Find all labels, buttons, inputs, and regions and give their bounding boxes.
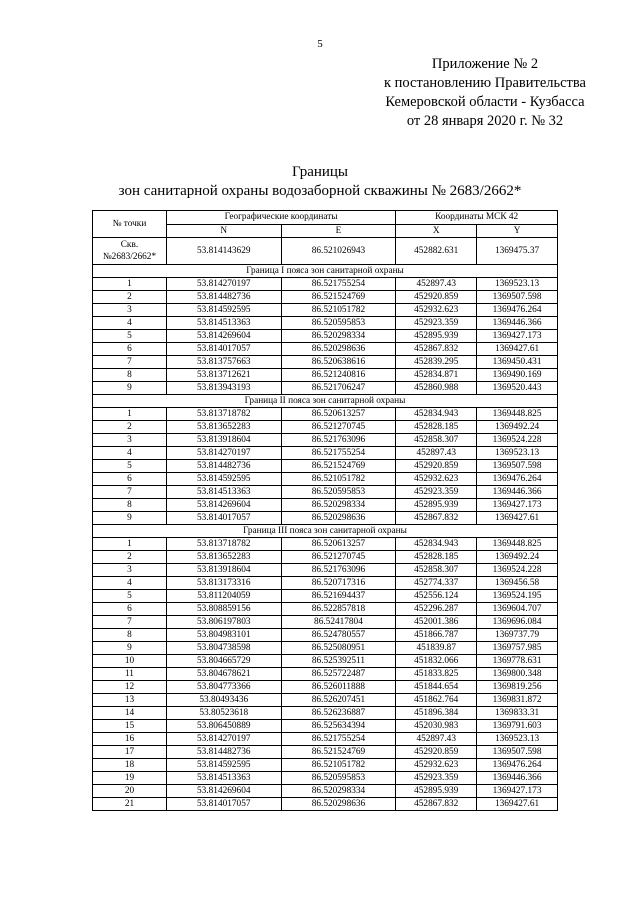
coord-x: 452828.185 <box>396 551 477 564</box>
coord-x: 451844.654 <box>396 681 477 694</box>
coord-y: 1369446.366 <box>477 772 558 785</box>
point-number: 5 <box>93 460 167 473</box>
coord-e: 86.526236887 <box>281 707 396 720</box>
point-number: 11 <box>93 668 167 681</box>
coord-x: 452932.623 <box>396 759 477 772</box>
coord-e: 86.520298636 <box>281 343 396 356</box>
table-row <box>93 668 558 681</box>
coord-n: 53.814513363 <box>166 486 281 499</box>
coord-x: 452920.859 <box>396 746 477 759</box>
coord-y: 1369778.631 <box>477 655 558 668</box>
table-row <box>93 564 558 577</box>
appendix-line-1: Приложение № 2 <box>431 56 539 72</box>
coord-x: 452923.359 <box>396 486 477 499</box>
coord-e: 86.521524769 <box>281 746 396 759</box>
coord-y: 1369819.256 <box>477 681 558 694</box>
coord-e: 86.521755254 <box>281 733 396 746</box>
coord-n: 53.814513363 <box>166 317 281 330</box>
coord-x: 452920.859 <box>396 291 477 304</box>
point-number: 3 <box>93 304 167 317</box>
table-row <box>93 317 558 330</box>
coord-n: 53.811204059 <box>166 590 281 603</box>
coord-y: 1369427.173 <box>477 499 558 512</box>
coord-e: 86.525080951 <box>281 642 396 655</box>
coord-e: 86.521270745 <box>281 551 396 564</box>
coord-x: 452895.939 <box>396 330 477 343</box>
table-row <box>93 460 558 473</box>
coord-y: 1369507.598 <box>477 746 558 759</box>
table-row <box>93 642 558 655</box>
point-number: 5 <box>93 330 167 343</box>
coord-x: 452828.185 <box>396 421 477 434</box>
table-row <box>93 291 558 304</box>
table-row <box>93 447 558 460</box>
header-e: E <box>281 225 396 238</box>
point-number: 4 <box>93 447 167 460</box>
well-label <box>93 238 167 265</box>
coord-y: 1369791.603 <box>477 720 558 733</box>
table-row <box>93 421 558 434</box>
coord-e: 86.520298334 <box>281 330 396 343</box>
point-number: 19 <box>93 772 167 785</box>
coord-x: 452296.287 <box>396 603 477 616</box>
coord-y: 1369476.264 <box>477 473 558 486</box>
header-msk42-coords: Координаты МСК 42 <box>396 211 558 225</box>
coord-x: 452895.939 <box>396 499 477 512</box>
coord-n: 53.814592595 <box>166 473 281 486</box>
title-line-1: Границы <box>291 164 349 180</box>
coord-y: 1369448.825 <box>477 408 558 421</box>
coord-x: 451839.87 <box>396 642 477 655</box>
table-row <box>93 694 558 707</box>
table-row <box>93 798 558 811</box>
point-number: 1 <box>93 408 167 421</box>
table-row <box>93 538 558 551</box>
table-row <box>93 590 558 603</box>
header-x: X <box>396 225 477 238</box>
well-label-line-1: Скв. <box>120 240 139 250</box>
coordinates-table <box>92 210 558 811</box>
coord-y: 1369450.431 <box>477 356 558 369</box>
table-row <box>93 434 558 447</box>
coord-n: 53.813918604 <box>166 564 281 577</box>
header-n: N <box>166 225 281 238</box>
coord-x: 452774.337 <box>396 577 477 590</box>
table-row <box>93 720 558 733</box>
coord-y: 1369507.598 <box>477 291 558 304</box>
point-number: 20 <box>93 785 167 798</box>
coord-n: 53.813718782 <box>166 538 281 551</box>
coord-n: 53.804738598 <box>166 642 281 655</box>
header-y: Y <box>477 225 558 238</box>
table-row <box>93 759 558 772</box>
coord-e: 86.520298334 <box>281 785 396 798</box>
coord-y: 1369490.169 <box>477 369 558 382</box>
coord-y: 1369476.264 <box>477 304 558 317</box>
coord-n: 53.814592595 <box>166 759 281 772</box>
coord-e: 86.520595853 <box>281 486 396 499</box>
coord-n: 53.806197803 <box>166 616 281 629</box>
table-row <box>93 512 558 525</box>
coord-x: 452001.386 <box>396 616 477 629</box>
point-number: 17 <box>93 746 167 759</box>
coord-e: 86.52417804 <box>281 616 396 629</box>
point-number: 2 <box>93 291 167 304</box>
point-number: 8 <box>93 499 167 512</box>
coord-y: 1369492.24 <box>477 551 558 564</box>
point-number: 6 <box>93 473 167 486</box>
well-row <box>93 238 558 265</box>
coord-e: 86.521240816 <box>281 369 396 382</box>
coord-x: 452923.359 <box>396 317 477 330</box>
coord-y: 1369523.13 <box>477 447 558 460</box>
coord-x: 452920.859 <box>396 460 477 473</box>
coord-n: 53.814269604 <box>166 330 281 343</box>
coord-n: 53.814482736 <box>166 746 281 759</box>
coord-x: 452556.124 <box>396 590 477 603</box>
point-number: 9 <box>93 382 167 395</box>
coord-x: 451896.384 <box>396 707 477 720</box>
coord-e: 86.520638616 <box>281 356 396 369</box>
coord-x: 452897.43 <box>396 733 477 746</box>
point-number: 2 <box>93 421 167 434</box>
point-number: 7 <box>93 356 167 369</box>
coord-y: 1369604.707 <box>477 603 558 616</box>
coord-n: 53.814513363 <box>166 772 281 785</box>
point-number: 8 <box>93 629 167 642</box>
coord-y: 1369831.872 <box>477 694 558 707</box>
point-number: 16 <box>93 733 167 746</box>
coord-n: 53.806450889 <box>166 720 281 733</box>
table-row <box>93 772 558 785</box>
coord-y: 1369800.348 <box>477 668 558 681</box>
table-body <box>93 238 558 811</box>
coord-n: 53.804983101 <box>166 629 281 642</box>
coord-y: 1369696.084 <box>477 616 558 629</box>
table-row <box>93 577 558 590</box>
coord-n: 53.814017057 <box>166 798 281 811</box>
coord-x: 452897.43 <box>396 447 477 460</box>
coord-n: 53.814270197 <box>166 278 281 291</box>
point-number: 21 <box>93 798 167 811</box>
table-row <box>93 330 558 343</box>
point-number: 7 <box>93 486 167 499</box>
coord-y: 1369524.228 <box>477 434 558 447</box>
coord-n: 53.813712621 <box>166 369 281 382</box>
coord-x: 452932.623 <box>396 473 477 486</box>
coord-n: 53.813757663 <box>166 356 281 369</box>
coord-e: 86.521763096 <box>281 434 396 447</box>
table-row <box>93 603 558 616</box>
coord-e: 86.521524769 <box>281 460 396 473</box>
coord-e: 86.526011888 <box>281 681 396 694</box>
point-number: 9 <box>93 512 167 525</box>
point-number: 8 <box>93 369 167 382</box>
coord-e: 86.521755254 <box>281 278 396 291</box>
point-number: 10 <box>93 655 167 668</box>
point-number: 13 <box>93 694 167 707</box>
coord-x: 452834.943 <box>396 538 477 551</box>
coord-e: 86.521694437 <box>281 590 396 603</box>
coord-y: 1369757.985 <box>477 642 558 655</box>
table-row <box>93 304 558 317</box>
point-number: 4 <box>93 577 167 590</box>
coord-e: 86.521051782 <box>281 304 396 317</box>
coord-x: 452867.832 <box>396 343 477 356</box>
coord-x: 451862.764 <box>396 694 477 707</box>
coord-x: 451833.825 <box>396 668 477 681</box>
coord-e: 86.520298636 <box>281 798 396 811</box>
coord-e: 86.521051782 <box>281 759 396 772</box>
header-point-number: № точки <box>93 211 167 238</box>
zone-title: Граница II пояса зон санитарной охраны <box>93 395 558 408</box>
zone-title: Граница I пояса зон санитарной охраны <box>93 265 558 278</box>
coord-e: 86.521051782 <box>281 473 396 486</box>
coord-y: 1369520.443 <box>477 382 558 395</box>
coord-y: 1369492.24 <box>477 421 558 434</box>
coord-x: 452839.295 <box>396 356 477 369</box>
appendix-line-2: к постановлению Правительства <box>384 75 586 91</box>
point-number: 18 <box>93 759 167 772</box>
table-row <box>93 785 558 798</box>
coord-x: 452895.939 <box>396 785 477 798</box>
coord-n: 53.814592595 <box>166 304 281 317</box>
table-row <box>93 369 558 382</box>
table-row <box>93 616 558 629</box>
coord-y: 1369523.13 <box>477 278 558 291</box>
table-row <box>93 278 558 291</box>
coord-x: 451832.066 <box>396 655 477 668</box>
coord-e: 86.521706247 <box>281 382 396 395</box>
coord-e: 86.525392511 <box>281 655 396 668</box>
appendix-line-3: Кемеровской области - Кузбасса <box>385 94 585 110</box>
coord-n: 53.804678621 <box>166 668 281 681</box>
coord-x: 452834.943 <box>396 408 477 421</box>
zone-title: Граница III пояса зон санитарной охраны <box>93 525 558 538</box>
table-row <box>93 473 558 486</box>
coord-y: 1369427.173 <box>477 785 558 798</box>
coord-n: 53.814017057 <box>166 512 281 525</box>
coord-y: 1369524.228 <box>477 564 558 577</box>
point-number: 6 <box>93 343 167 356</box>
point-number: 3 <box>93 564 167 577</box>
table-row <box>93 746 558 759</box>
coord-y: 1369476.264 <box>477 759 558 772</box>
appendix-header <box>340 55 630 131</box>
coord-e: 86.526207451 <box>281 694 396 707</box>
point-number: 14 <box>93 707 167 720</box>
coord-e: 86.521763096 <box>281 564 396 577</box>
coord-n: 53.814017057 <box>166 343 281 356</box>
coord-e: 86.521755254 <box>281 447 396 460</box>
coord-e: 86.520595853 <box>281 772 396 785</box>
well-n: 53.814143629 <box>166 238 281 265</box>
zone-header-row <box>93 265 558 278</box>
coord-x: 452867.832 <box>396 798 477 811</box>
point-number: 1 <box>93 538 167 551</box>
table-row <box>93 629 558 642</box>
well-x: 452882.631 <box>396 238 477 265</box>
coord-n: 53.814269604 <box>166 785 281 798</box>
table-row <box>93 499 558 512</box>
document-title <box>0 163 640 201</box>
coord-n: 53.813173316 <box>166 577 281 590</box>
coord-e: 86.520298334 <box>281 499 396 512</box>
coord-n: 53.814482736 <box>166 291 281 304</box>
coord-n: 53.80523618 <box>166 707 281 720</box>
coord-x: 451866.787 <box>396 629 477 642</box>
table-row <box>93 551 558 564</box>
zone-header-row <box>93 525 558 538</box>
coord-y: 1369833.31 <box>477 707 558 720</box>
coord-x: 452858.307 <box>396 434 477 447</box>
coord-e: 86.520613257 <box>281 538 396 551</box>
table-row <box>93 707 558 720</box>
coord-y: 1369446.366 <box>477 317 558 330</box>
coord-e: 86.520717316 <box>281 577 396 590</box>
coord-e: 86.524780557 <box>281 629 396 642</box>
zone-header-row <box>93 395 558 408</box>
well-e: 86.521026943 <box>281 238 396 265</box>
point-number: 6 <box>93 603 167 616</box>
table-row <box>93 486 558 499</box>
table-row <box>93 655 558 668</box>
coord-y: 1369448.825 <box>477 538 558 551</box>
coord-x: 452860.988 <box>396 382 477 395</box>
coord-x: 452867.832 <box>396 512 477 525</box>
table-row <box>93 681 558 694</box>
coord-y: 1369523.13 <box>477 733 558 746</box>
coord-y: 1369524.195 <box>477 590 558 603</box>
point-number: 4 <box>93 317 167 330</box>
point-number: 2 <box>93 551 167 564</box>
coord-e: 86.522857818 <box>281 603 396 616</box>
page-number: 5 <box>317 38 323 50</box>
point-number: 12 <box>93 681 167 694</box>
coord-e: 86.525722487 <box>281 668 396 681</box>
table-row <box>93 343 558 356</box>
coord-e: 86.520298636 <box>281 512 396 525</box>
coord-y: 1369427.61 <box>477 798 558 811</box>
well-y: 1369475.37 <box>477 238 558 265</box>
point-number: 5 <box>93 590 167 603</box>
coord-n: 53.804773366 <box>166 681 281 694</box>
coord-e: 86.525634394 <box>281 720 396 733</box>
coord-n: 53.808859156 <box>166 603 281 616</box>
coord-n: 53.80493436 <box>166 694 281 707</box>
coord-n: 53.813652283 <box>166 551 281 564</box>
table-row <box>93 356 558 369</box>
coord-n: 53.813918604 <box>166 434 281 447</box>
well-label-line-2: №2683/2662* <box>102 252 157 262</box>
coord-e: 86.521270745 <box>281 421 396 434</box>
coord-x: 452923.359 <box>396 772 477 785</box>
coord-y: 1369456.58 <box>477 577 558 590</box>
coord-x: 452834.871 <box>396 369 477 382</box>
coord-e: 86.521524769 <box>281 291 396 304</box>
coord-e: 86.520613257 <box>281 408 396 421</box>
table-row <box>93 382 558 395</box>
point-number: 7 <box>93 616 167 629</box>
coord-n: 53.814270197 <box>166 447 281 460</box>
header-geographic-coords: Географические координаты <box>166 211 395 225</box>
coord-y: 1369446.366 <box>477 486 558 499</box>
table-row <box>93 733 558 746</box>
point-number: 9 <box>93 642 167 655</box>
point-number: 3 <box>93 434 167 447</box>
coord-n: 53.813718782 <box>166 408 281 421</box>
coord-y: 1369427.173 <box>477 330 558 343</box>
title-line-2: зон санитарной охраны водозаборной скважины № 2683/2662* <box>118 183 522 199</box>
coord-y: 1369737.79 <box>477 629 558 642</box>
coord-n: 53.813652283 <box>166 421 281 434</box>
point-number: 1 <box>93 278 167 291</box>
coord-n: 53.814270197 <box>166 733 281 746</box>
coord-n: 53.804665729 <box>166 655 281 668</box>
appendix-line-4: от 28 января 2020 г. № 32 <box>406 113 564 129</box>
point-number: 15 <box>93 720 167 733</box>
coord-n: 53.814269604 <box>166 499 281 512</box>
table-row <box>93 408 558 421</box>
coord-e: 86.520595853 <box>281 317 396 330</box>
coord-n: 53.814482736 <box>166 460 281 473</box>
coord-y: 1369427.61 <box>477 343 558 356</box>
coord-x: 452858.307 <box>396 564 477 577</box>
coord-x: 452897.43 <box>396 278 477 291</box>
coord-x: 452030.983 <box>396 720 477 733</box>
coord-y: 1369507.598 <box>477 460 558 473</box>
coord-n: 53.813943193 <box>166 382 281 395</box>
coord-y: 1369427.61 <box>477 512 558 525</box>
coord-x: 452932.623 <box>396 304 477 317</box>
